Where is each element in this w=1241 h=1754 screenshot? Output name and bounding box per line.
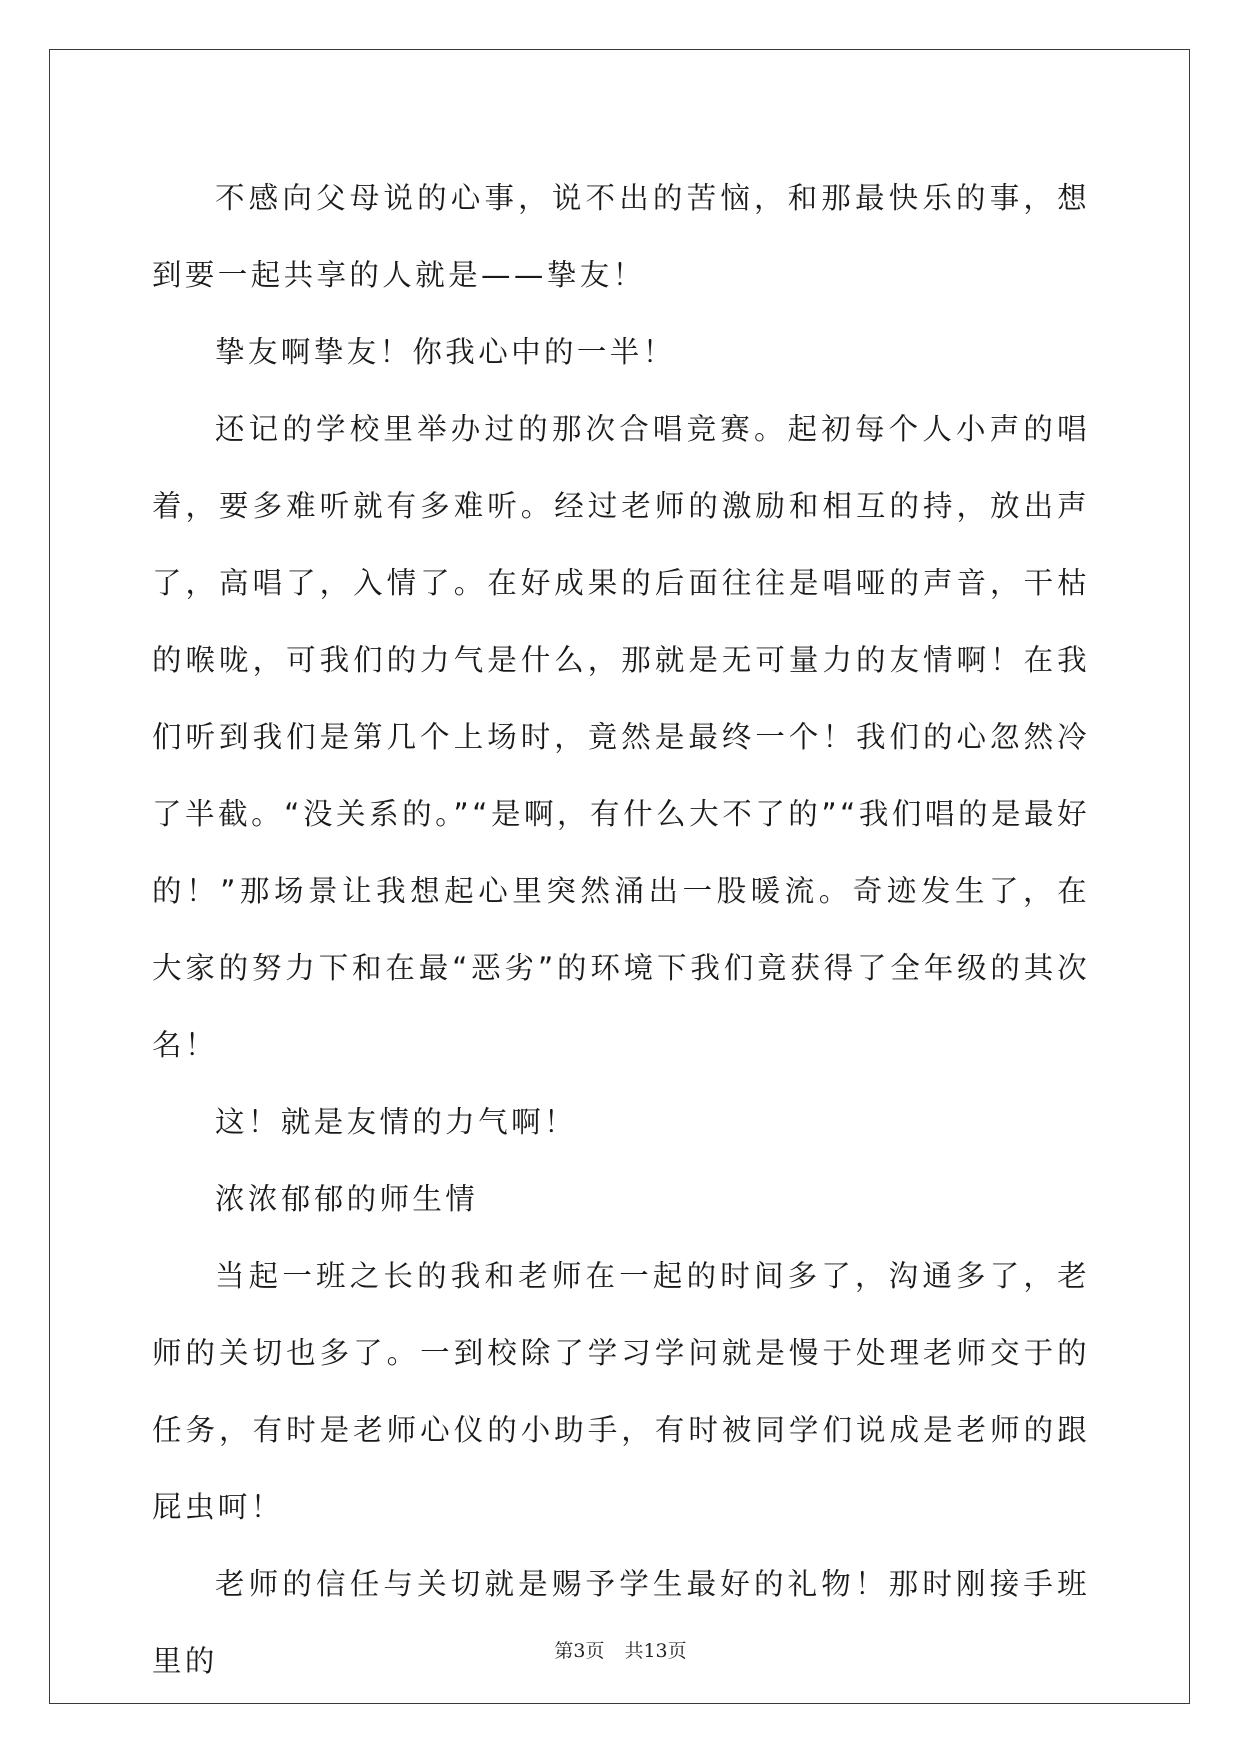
section-heading: 浓浓郁郁的师生情: [215, 1182, 479, 1216]
paragraph: 挚友啊挚友！你我心中的一半！: [215, 335, 676, 369]
page-total: 共13页: [624, 1640, 687, 1662]
paragraph: 当起一班之长的我和老师在一起的时间多了，沟通多了，老师的关切也多了。一到校除了学习学问就是慢于处理老师交于的任务，有时是老师心仪的小助手，有时被同学们说成是老师的跟屁虫呵！: [152, 1259, 1090, 1524]
paragraph: 老师的信任与关切就是赐予学生最好的礼物！那时刚接手班里的: [152, 1567, 1090, 1678]
paragraph: 还记的学校里举办过的那次合唱竞赛。起初每个人小声的唱着，要多难听就有多难听。经过老师的激励和相互的持，放出声了，高唱了，入情了。在好成果的后面往往是唱哑的声音，干枯的喉咙，可我们的力气是什么，那就是无可量力的友情啊！在我们听到我们是第几个上场时，竟然是最终一个！我们的心忽然冷了半截。“没关系的。”“是啊，有什么大不了的”“我们唱的是最好的！”那场景让我想起心里突然涌出一股暖流。奇迹发生了，在大家的努力下和在最“恶劣”的环境下我们竟获得了全年级的其次名！: [152, 412, 1090, 1062]
page-footer: [0, 1636, 1241, 1663]
document-body: [152, 160, 1090, 1700]
page-number: 第3页: [554, 1640, 605, 1662]
paragraph: 这！就是友情的力气啊！: [215, 1105, 577, 1139]
paragraph: 不感向父母说的心事，说不出的苦恼，和那最快乐的事，想到要一起共享的人就是——挚友！: [152, 181, 1090, 292]
